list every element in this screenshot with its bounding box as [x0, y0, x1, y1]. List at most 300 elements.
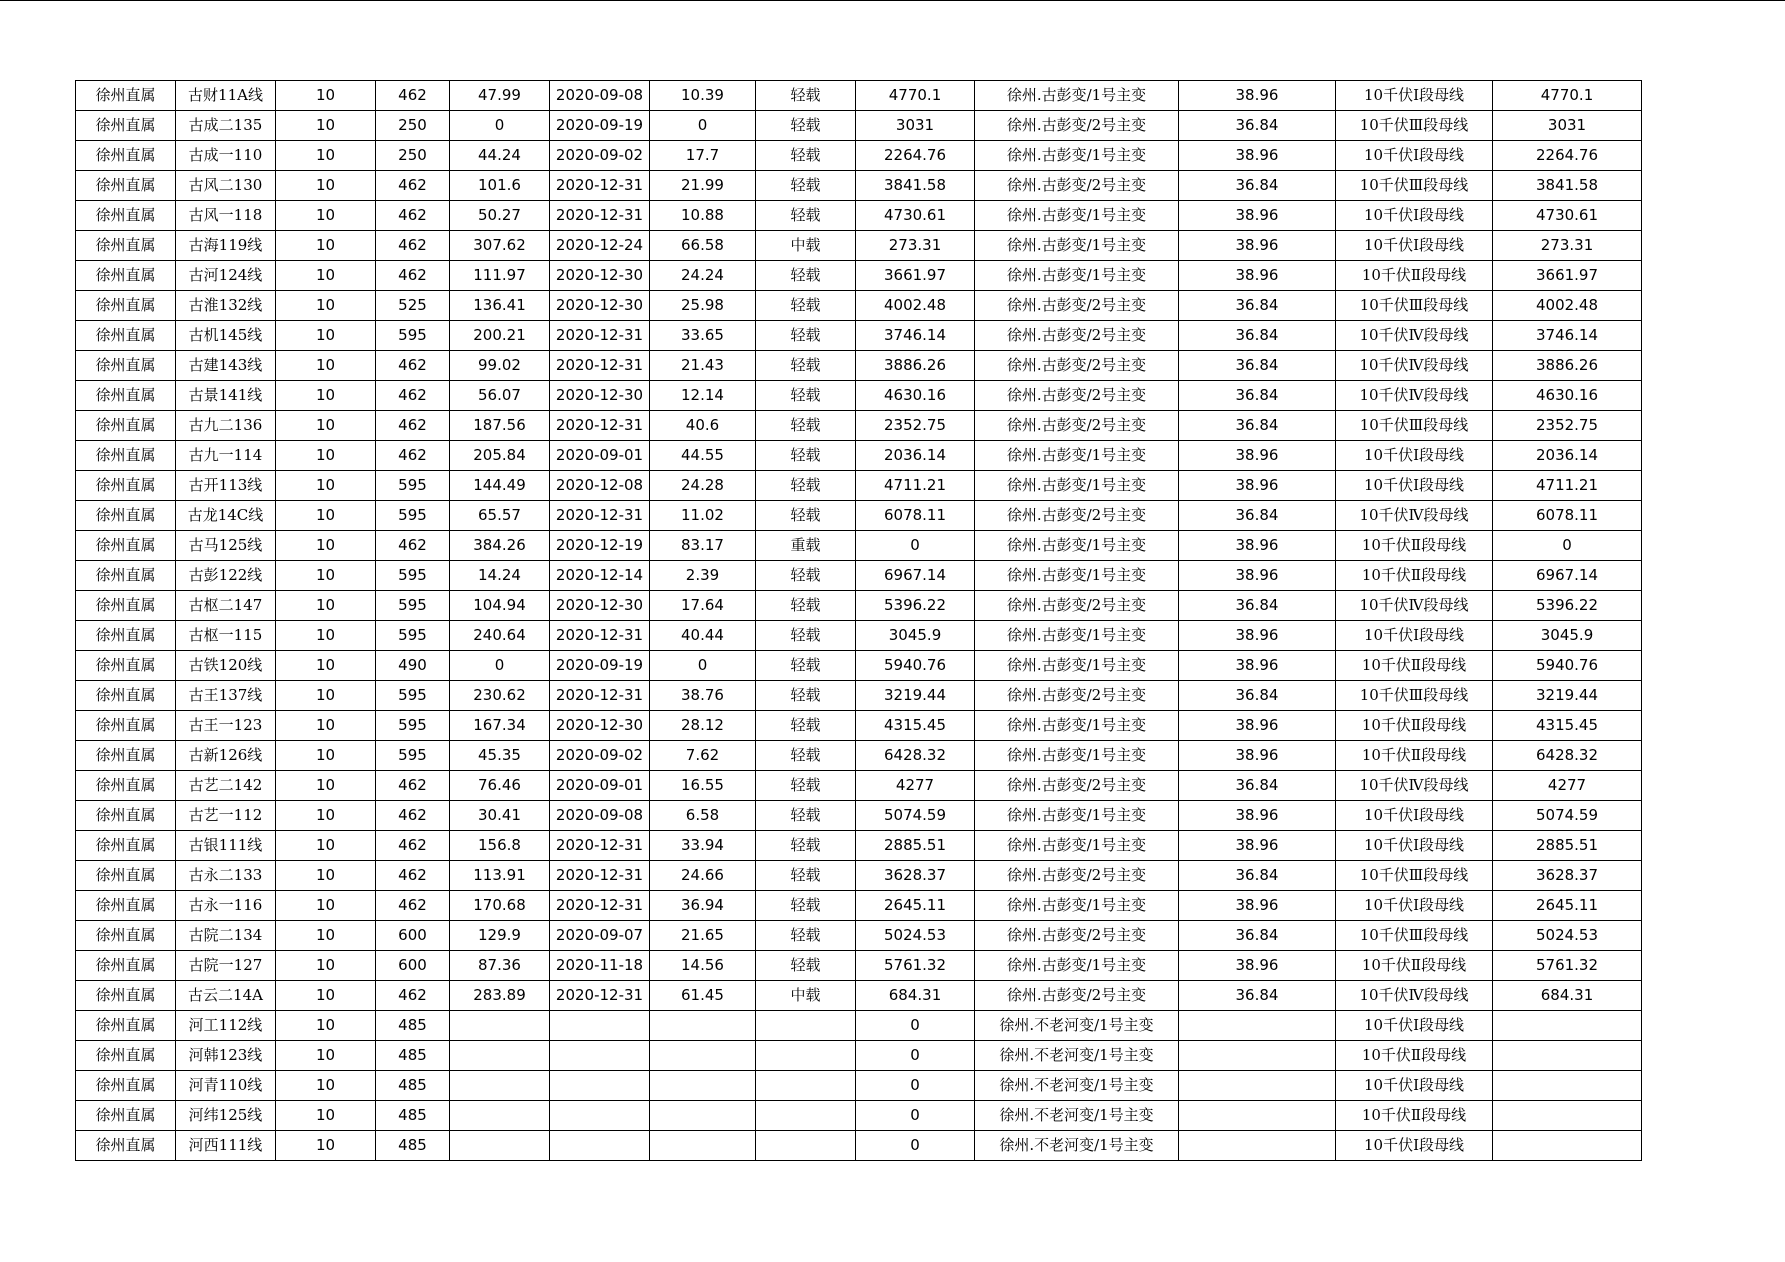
unit-cell: 徐州直属: [76, 1041, 176, 1071]
load-rate-cell: 21.43: [650, 351, 756, 381]
transformer-cell: 徐州.不老河变/1号主变: [975, 1041, 1179, 1071]
date-cell: 2020-12-31: [550, 201, 650, 231]
remaining-capacity-cell: 0: [1493, 531, 1642, 561]
voltage-cell: 10: [276, 1131, 376, 1161]
busbar-cell: 10千伏Ⅰ段母线: [1336, 1131, 1493, 1161]
transformer-cell: 徐州.古彭变/2号主变: [975, 171, 1179, 201]
feeder-name-cell: 古成二135: [176, 111, 276, 141]
capacity-cell: 490: [376, 651, 450, 681]
available-capacity-cell: 3628.37: [856, 861, 975, 891]
load-status-cell: 轻载: [756, 411, 856, 441]
date-cell: 2020-09-07: [550, 921, 650, 951]
date-cell: [550, 1131, 650, 1161]
capacity-cell: 485: [376, 1131, 450, 1161]
voltage-cell: 10: [276, 651, 376, 681]
load-rate-cell: 25.98: [650, 291, 756, 321]
transformer-cell: 徐州.不老河变/1号主变: [975, 1071, 1179, 1101]
load-value-cell: [450, 1101, 550, 1131]
busbar-cell: 10千伏Ⅲ段母线: [1336, 111, 1493, 141]
transformer-rate-cell: 38.96: [1179, 741, 1336, 771]
voltage-cell: 10: [276, 81, 376, 111]
transformer-rate-cell: 38.96: [1179, 81, 1336, 111]
available-capacity-cell: 0: [856, 1101, 975, 1131]
transformer-rate-cell: 36.84: [1179, 861, 1336, 891]
load-rate-cell: 24.28: [650, 471, 756, 501]
load-status-cell: 轻载: [756, 801, 856, 831]
transformer-cell: 徐州.古彭变/2号主变: [975, 771, 1179, 801]
load-value-cell: 0: [450, 111, 550, 141]
available-capacity-cell: 0: [856, 1131, 975, 1161]
date-cell: 2020-12-31: [550, 411, 650, 441]
feeder-name-cell: 古院一127: [176, 951, 276, 981]
transformer-cell: 徐州.不老河变/1号主变: [975, 1101, 1179, 1131]
date-cell: 2020-11-18: [550, 951, 650, 981]
busbar-cell: 10千伏Ⅱ段母线: [1336, 1041, 1493, 1071]
transformer-rate-cell: 38.96: [1179, 891, 1336, 921]
busbar-cell: 10千伏Ⅰ段母线: [1336, 891, 1493, 921]
load-status-cell: 轻载: [756, 921, 856, 951]
load-value-cell: 50.27: [450, 201, 550, 231]
busbar-cell: 10千伏Ⅳ段母线: [1336, 351, 1493, 381]
load-value-cell: 136.41: [450, 291, 550, 321]
busbar-cell: 10千伏Ⅱ段母线: [1336, 561, 1493, 591]
date-cell: 2020-12-31: [550, 321, 650, 351]
table-row: [76, 81, 1642, 111]
unit-cell: 徐州直属: [76, 351, 176, 381]
voltage-cell: 10: [276, 891, 376, 921]
load-status-cell: 轻载: [756, 831, 856, 861]
available-capacity-cell: 3841.58: [856, 171, 975, 201]
feeder-name-cell: 古银111线: [176, 831, 276, 861]
voltage-cell: 10: [276, 471, 376, 501]
load-value-cell: 111.97: [450, 261, 550, 291]
load-rate-cell: 0: [650, 651, 756, 681]
busbar-cell: 10千伏Ⅲ段母线: [1336, 681, 1493, 711]
date-cell: [550, 1071, 650, 1101]
feeder-name-cell: 古枢一115: [176, 621, 276, 651]
date-cell: 2020-12-30: [550, 261, 650, 291]
remaining-capacity-cell: 5396.22: [1493, 591, 1642, 621]
load-status-cell: 轻载: [756, 261, 856, 291]
busbar-cell: 10千伏Ⅱ段母线: [1336, 951, 1493, 981]
load-rate-cell: 10.88: [650, 201, 756, 231]
remaining-capacity-cell: 4770.1: [1493, 81, 1642, 111]
table-row: [76, 981, 1642, 1011]
feeder-name-cell: 古龙14C线: [176, 501, 276, 531]
transformer-rate-cell: 38.96: [1179, 441, 1336, 471]
remaining-capacity-cell: 3746.14: [1493, 321, 1642, 351]
available-capacity-cell: 2036.14: [856, 441, 975, 471]
capacity-cell: 250: [376, 111, 450, 141]
transformer-cell: 徐州.古彭变/1号主变: [975, 441, 1179, 471]
busbar-cell: 10千伏Ⅲ段母线: [1336, 171, 1493, 201]
busbar-cell: 10千伏Ⅰ段母线: [1336, 201, 1493, 231]
transformer-cell: 徐州.古彭变/2号主变: [975, 291, 1179, 321]
feeder-name-cell: 古铁120线: [176, 651, 276, 681]
voltage-cell: 10: [276, 171, 376, 201]
load-status-cell: 轻载: [756, 321, 856, 351]
remaining-capacity-cell: 4630.16: [1493, 381, 1642, 411]
feeder-name-cell: 古王一123: [176, 711, 276, 741]
load-status-cell: 重载: [756, 531, 856, 561]
unit-cell: 徐州直属: [76, 681, 176, 711]
load-rate-cell: 11.02: [650, 501, 756, 531]
unit-cell: 徐州直属: [76, 651, 176, 681]
busbar-cell: 10千伏Ⅳ段母线: [1336, 501, 1493, 531]
transformer-cell: 徐州.古彭变/2号主变: [975, 981, 1179, 1011]
capacity-cell: 462: [376, 531, 450, 561]
voltage-cell: 10: [276, 231, 376, 261]
capacity-cell: 595: [376, 501, 450, 531]
load-status-cell: 轻载: [756, 441, 856, 471]
transformer-cell: 徐州.古彭变/2号主变: [975, 111, 1179, 141]
load-status-cell: 轻载: [756, 591, 856, 621]
remaining-capacity-cell: 273.31: [1493, 231, 1642, 261]
capacity-cell: 462: [376, 831, 450, 861]
remaining-capacity-cell: [1493, 1041, 1642, 1071]
load-rate-cell: 16.55: [650, 771, 756, 801]
busbar-cell: 10千伏Ⅱ段母线: [1336, 261, 1493, 291]
transformer-rate-cell: 38.96: [1179, 471, 1336, 501]
load-rate-cell: 17.64: [650, 591, 756, 621]
table-row: [76, 111, 1642, 141]
load-status-cell: 轻载: [756, 171, 856, 201]
load-rate-cell: 14.56: [650, 951, 756, 981]
table-body: [76, 81, 1642, 1161]
load-value-cell: [450, 1071, 550, 1101]
transformer-rate-cell: 38.96: [1179, 531, 1336, 561]
capacity-cell: 485: [376, 1071, 450, 1101]
load-value-cell: 65.57: [450, 501, 550, 531]
feeder-name-cell: 古彭122线: [176, 561, 276, 591]
capacity-cell: 462: [376, 771, 450, 801]
transformer-rate-cell: 38.96: [1179, 951, 1336, 981]
load-rate-cell: 24.66: [650, 861, 756, 891]
feeder-name-cell: 古成一110: [176, 141, 276, 171]
feeder-name-cell: 古淮132线: [176, 291, 276, 321]
transformer-cell: 徐州.古彭变/2号主变: [975, 681, 1179, 711]
table-row: [76, 471, 1642, 501]
load-value-cell: 87.36: [450, 951, 550, 981]
date-cell: 2020-12-31: [550, 981, 650, 1011]
unit-cell: 徐州直属: [76, 771, 176, 801]
transformer-rate-cell: 36.84: [1179, 411, 1336, 441]
voltage-cell: 10: [276, 321, 376, 351]
available-capacity-cell: 2352.75: [856, 411, 975, 441]
table-row: [76, 831, 1642, 861]
busbar-cell: 10千伏Ⅲ段母线: [1336, 411, 1493, 441]
busbar-cell: 10千伏Ⅳ段母线: [1336, 981, 1493, 1011]
remaining-capacity-cell: 3886.26: [1493, 351, 1642, 381]
load-rate-cell: 24.24: [650, 261, 756, 291]
table-row: [76, 141, 1642, 171]
transformer-cell: 徐州.古彭变/2号主变: [975, 921, 1179, 951]
unit-cell: 徐州直属: [76, 171, 176, 201]
load-value-cell: 144.49: [450, 471, 550, 501]
voltage-cell: 10: [276, 1011, 376, 1041]
voltage-cell: 10: [276, 441, 376, 471]
transformer-cell: 徐州.古彭变/1号主变: [975, 261, 1179, 291]
table-row: [76, 1131, 1642, 1161]
transformer-rate-cell: 36.84: [1179, 351, 1336, 381]
table-row: [76, 951, 1642, 981]
table-row: [76, 321, 1642, 351]
transformer-rate-cell: 38.96: [1179, 711, 1336, 741]
table-row: [76, 411, 1642, 441]
feeder-name-cell: 古海119线: [176, 231, 276, 261]
date-cell: 2020-09-02: [550, 141, 650, 171]
available-capacity-cell: 3661.97: [856, 261, 975, 291]
table-row: [76, 921, 1642, 951]
load-value-cell: 170.68: [450, 891, 550, 921]
unit-cell: 徐州直属: [76, 831, 176, 861]
table-row: [76, 201, 1642, 231]
transformer-cell: 徐州.古彭变/2号主变: [975, 351, 1179, 381]
busbar-cell: 10千伏Ⅰ段母线: [1336, 471, 1493, 501]
capacity-cell: 250: [376, 141, 450, 171]
table-row: [76, 261, 1642, 291]
transformer-rate-cell: 36.84: [1179, 921, 1336, 951]
feeder-name-cell: 古河124线: [176, 261, 276, 291]
unit-cell: 徐州直属: [76, 81, 176, 111]
busbar-cell: 10千伏Ⅱ段母线: [1336, 1101, 1493, 1131]
remaining-capacity-cell: 6428.32: [1493, 741, 1642, 771]
transformer-rate-cell: 38.96: [1179, 141, 1336, 171]
transformer-rate-cell: 38.96: [1179, 561, 1336, 591]
available-capacity-cell: 3031: [856, 111, 975, 141]
capacity-cell: 600: [376, 921, 450, 951]
capacity-cell: 595: [376, 741, 450, 771]
date-cell: 2020-12-31: [550, 171, 650, 201]
date-cell: 2020-12-30: [550, 291, 650, 321]
load-value-cell: 167.34: [450, 711, 550, 741]
load-status-cell: 轻载: [756, 561, 856, 591]
transformer-cell: 徐州.古彭变/2号主变: [975, 381, 1179, 411]
capacity-cell: 600: [376, 951, 450, 981]
capacity-cell: 462: [376, 441, 450, 471]
transformer-rate-cell: 38.96: [1179, 801, 1336, 831]
load-rate-cell: 44.55: [650, 441, 756, 471]
table-row: [76, 1041, 1642, 1071]
voltage-cell: 10: [276, 351, 376, 381]
date-cell: 2020-09-02: [550, 741, 650, 771]
table-row: [76, 771, 1642, 801]
table-row: [76, 171, 1642, 201]
voltage-cell: 10: [276, 501, 376, 531]
capacity-cell: 595: [376, 711, 450, 741]
feeder-name-cell: 古永二133: [176, 861, 276, 891]
feeder-name-cell: 古风一118: [176, 201, 276, 231]
unit-cell: 徐州直属: [76, 231, 176, 261]
load-rate-cell: 36.94: [650, 891, 756, 921]
unit-cell: 徐州直属: [76, 861, 176, 891]
load-value-cell: 113.91: [450, 861, 550, 891]
transformer-rate-cell: 38.96: [1179, 201, 1336, 231]
date-cell: 2020-12-31: [550, 351, 650, 381]
remaining-capacity-cell: 684.31: [1493, 981, 1642, 1011]
capacity-cell: 462: [376, 861, 450, 891]
load-status-cell: 轻载: [756, 891, 856, 921]
load-rate-cell: 83.17: [650, 531, 756, 561]
feeder-name-cell: 古机145线: [176, 321, 276, 351]
unit-cell: 徐州直属: [76, 891, 176, 921]
feeder-name-cell: 古院二134: [176, 921, 276, 951]
remaining-capacity-cell: 3045.9: [1493, 621, 1642, 651]
feeder-name-cell: 古开113线: [176, 471, 276, 501]
load-value-cell: [450, 1131, 550, 1161]
capacity-cell: 595: [376, 561, 450, 591]
voltage-cell: 10: [276, 591, 376, 621]
date-cell: 2020-12-30: [550, 381, 650, 411]
unit-cell: 徐州直属: [76, 141, 176, 171]
available-capacity-cell: 3746.14: [856, 321, 975, 351]
remaining-capacity-cell: 3219.44: [1493, 681, 1642, 711]
load-value-cell: 129.9: [450, 921, 550, 951]
load-status-cell: 轻载: [756, 81, 856, 111]
available-capacity-cell: 684.31: [856, 981, 975, 1011]
feeder-name-cell: 古云二14A: [176, 981, 276, 1011]
feeder-name-cell: 古景141线: [176, 381, 276, 411]
load-value-cell: 205.84: [450, 441, 550, 471]
load-status-cell: [756, 1131, 856, 1161]
load-status-cell: 轻载: [756, 141, 856, 171]
remaining-capacity-cell: 3628.37: [1493, 861, 1642, 891]
unit-cell: 徐州直属: [76, 801, 176, 831]
load-status-cell: [756, 1041, 856, 1071]
capacity-cell: 485: [376, 1041, 450, 1071]
load-rate-cell: 7.62: [650, 741, 756, 771]
available-capacity-cell: 4630.16: [856, 381, 975, 411]
load-value-cell: [450, 1041, 550, 1071]
remaining-capacity-cell: 2352.75: [1493, 411, 1642, 441]
capacity-cell: 462: [376, 231, 450, 261]
load-rate-cell: 40.6: [650, 411, 756, 441]
table-row: [76, 1101, 1642, 1131]
available-capacity-cell: 4315.45: [856, 711, 975, 741]
transformer-cell: 徐州.古彭变/1号主变: [975, 711, 1179, 741]
capacity-cell: 462: [376, 381, 450, 411]
load-status-cell: 轻载: [756, 711, 856, 741]
load-rate-cell: 12.14: [650, 381, 756, 411]
unit-cell: 徐州直属: [76, 1101, 176, 1131]
transformer-cell: 徐州.古彭变/1号主变: [975, 831, 1179, 861]
busbar-cell: 10千伏Ⅲ段母线: [1336, 291, 1493, 321]
capacity-cell: 462: [376, 981, 450, 1011]
load-value-cell: 56.07: [450, 381, 550, 411]
voltage-cell: 10: [276, 291, 376, 321]
date-cell: 2020-12-14: [550, 561, 650, 591]
load-status-cell: 轻载: [756, 861, 856, 891]
date-cell: 2020-12-31: [550, 891, 650, 921]
remaining-capacity-cell: 2645.11: [1493, 891, 1642, 921]
unit-cell: 徐州直属: [76, 201, 176, 231]
load-value-cell: 104.94: [450, 591, 550, 621]
voltage-cell: 10: [276, 111, 376, 141]
load-value-cell: 240.64: [450, 621, 550, 651]
table-row: [76, 711, 1642, 741]
transformer-rate-cell: 38.96: [1179, 621, 1336, 651]
capacity-cell: 595: [376, 471, 450, 501]
date-cell: 2020-12-19: [550, 531, 650, 561]
transformer-cell: 徐州.不老河变/1号主变: [975, 1131, 1179, 1161]
feeder-name-cell: 河西111线: [176, 1131, 276, 1161]
busbar-cell: 10千伏Ⅱ段母线: [1336, 651, 1493, 681]
capacity-cell: 595: [376, 621, 450, 651]
remaining-capacity-cell: 5940.76: [1493, 651, 1642, 681]
available-capacity-cell: 2645.11: [856, 891, 975, 921]
transformer-rate-cell: 38.96: [1179, 651, 1336, 681]
available-capacity-cell: 5761.32: [856, 951, 975, 981]
table-row: [76, 1011, 1642, 1041]
unit-cell: 徐州直属: [76, 1011, 176, 1041]
remaining-capacity-cell: [1493, 1011, 1642, 1041]
unit-cell: 徐州直属: [76, 471, 176, 501]
capacity-cell: 462: [376, 351, 450, 381]
load-status-cell: 轻载: [756, 651, 856, 681]
transformer-cell: 徐州.不老河变/1号主变: [975, 1011, 1179, 1041]
busbar-cell: 10千伏Ⅰ段母线: [1336, 231, 1493, 261]
load-rate-cell: 33.94: [650, 831, 756, 861]
table-row: [76, 801, 1642, 831]
load-rate-cell: [650, 1071, 756, 1101]
available-capacity-cell: 2264.76: [856, 141, 975, 171]
voltage-cell: 10: [276, 801, 376, 831]
table-row: [76, 561, 1642, 591]
remaining-capacity-cell: 3661.97: [1493, 261, 1642, 291]
load-status-cell: 轻载: [756, 501, 856, 531]
date-cell: 2020-12-24: [550, 231, 650, 261]
load-value-cell: 156.8: [450, 831, 550, 861]
load-rate-cell: [650, 1041, 756, 1071]
busbar-cell: 10千伏Ⅰ段母线: [1336, 831, 1493, 861]
unit-cell: 徐州直属: [76, 321, 176, 351]
available-capacity-cell: 273.31: [856, 231, 975, 261]
transformer-cell: 徐州.古彭变/1号主变: [975, 561, 1179, 591]
load-rate-cell: 17.7: [650, 141, 756, 171]
date-cell: 2020-09-08: [550, 81, 650, 111]
voltage-cell: 10: [276, 381, 376, 411]
load-status-cell: 中载: [756, 231, 856, 261]
unit-cell: 徐州直属: [76, 501, 176, 531]
load-status-cell: 轻载: [756, 351, 856, 381]
busbar-cell: 10千伏Ⅱ段母线: [1336, 531, 1493, 561]
load-rate-cell: 61.45: [650, 981, 756, 1011]
remaining-capacity-cell: [1493, 1071, 1642, 1101]
table-row: [76, 381, 1642, 411]
load-rate-cell: 2.39: [650, 561, 756, 591]
available-capacity-cell: 4711.21: [856, 471, 975, 501]
unit-cell: 徐州直属: [76, 711, 176, 741]
remaining-capacity-cell: 2036.14: [1493, 441, 1642, 471]
available-capacity-cell: 3045.9: [856, 621, 975, 651]
date-cell: 2020-09-01: [550, 771, 650, 801]
transformer-cell: 徐州.古彭变/2号主变: [975, 591, 1179, 621]
available-capacity-cell: 6967.14: [856, 561, 975, 591]
available-capacity-cell: 2885.51: [856, 831, 975, 861]
load-status-cell: 轻载: [756, 771, 856, 801]
date-cell: [550, 1041, 650, 1071]
date-cell: 2020-12-30: [550, 591, 650, 621]
unit-cell: 徐州直属: [76, 981, 176, 1011]
remaining-capacity-cell: 6078.11: [1493, 501, 1642, 531]
voltage-cell: 10: [276, 861, 376, 891]
busbar-cell: 10千伏Ⅰ段母线: [1336, 1071, 1493, 1101]
remaining-capacity-cell: 3031: [1493, 111, 1642, 141]
voltage-cell: 10: [276, 1071, 376, 1101]
transformer-rate-cell: [1179, 1011, 1336, 1041]
feeder-name-cell: 古新126线: [176, 741, 276, 771]
table-row: [76, 681, 1642, 711]
